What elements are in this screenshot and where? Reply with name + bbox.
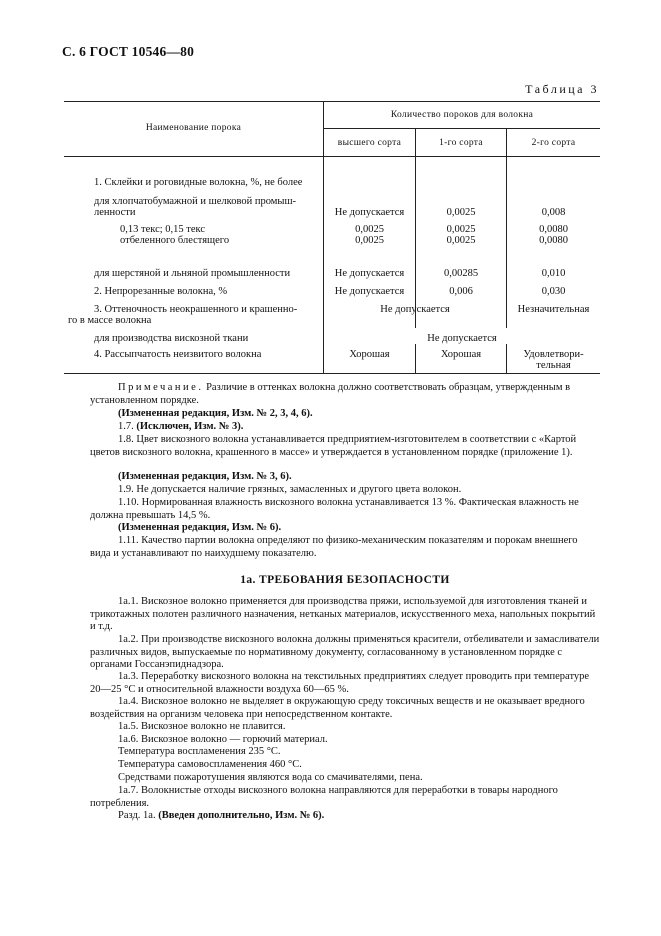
clause-1-10: 1.10. Нормированная влажность вискозного волокна устанавливается 13 %. Фактическая влажность не должна превышать 14,5 %. xyxy=(90,497,579,521)
value-cell: 0,030 xyxy=(541,286,566,297)
amendment-note: (Измененная редакция, Изм. № 3, 6). xyxy=(118,471,292,482)
row-looseness: 4. Рассыпчатость неизвитого волокна xyxy=(94,349,262,360)
value-cell: Хорошая xyxy=(349,349,390,360)
value-cell: 0,0025 xyxy=(355,235,384,246)
value-cell: Хорошая xyxy=(440,349,482,360)
header-defect-count: Количество пороков для волокна xyxy=(390,110,534,120)
row-wool-linen: для шерстяной и льняной промышленности xyxy=(94,268,291,279)
section-amendment xyxy=(90,810,600,823)
value-cell: 0,0025 xyxy=(446,224,476,235)
value-cell: Удовлетвори- xyxy=(523,349,584,360)
self-ignition-temperature: Температура самовоспламенения 460 °С. xyxy=(118,759,302,770)
value-cell: тельная xyxy=(536,360,571,371)
section-ref: Разд. 1а. xyxy=(118,810,159,821)
row-glue-fibres: 1. Склейки и роговидные волокна, %, не более xyxy=(94,177,303,188)
header-divider xyxy=(323,128,600,129)
clause-1-11: 1.11. Качество партии волокна определяют по физико-механическим показателям и порокам внешнего вида и устанавливают по наихудшему показателю. xyxy=(90,535,578,559)
header-grade-2: 2-го сорта xyxy=(531,138,576,148)
value-cell: Не допускается xyxy=(334,286,405,297)
clause-1a-6: 1а.6. Вискозное волокно — горючий материал. xyxy=(118,734,328,745)
value-cell: 0,008 xyxy=(541,207,566,218)
value-cell: Незначительная xyxy=(517,304,590,315)
row-cotton-silk: для хлопчатобумажной и шелковой промыш- xyxy=(94,196,297,207)
value-cell: 0,0025 xyxy=(355,224,384,235)
extinguishing-means: Средствами пожаротушения являются вода со смачивателями, пена. xyxy=(118,772,423,783)
table-bottom-border xyxy=(64,373,600,374)
row-shade: 3. Оттеночность неокрашенного и крашенно- xyxy=(94,304,298,315)
clause-1-7 xyxy=(90,421,600,434)
note-label: Примечание. xyxy=(118,382,204,393)
row-viscose-fabric: для производства вискозной ткани xyxy=(94,333,249,344)
row-uncut-fibres: 2. Непрорезанные волокна, % xyxy=(94,286,228,297)
value-cell: Не допускается xyxy=(334,268,405,279)
value-cell: 0,00285 xyxy=(443,268,479,279)
table-top-border xyxy=(64,101,600,102)
header-defect-name: Наименование порока xyxy=(145,123,242,133)
value-cell: Не допускается xyxy=(334,207,405,218)
clause-1a-2: 1а.2. При производстве вискозного волокна должны применяться красители, отбеливатели и замасливатели различных видов, выпускаемые по нормативному документу, согласованному в установленном порядке с органами Госсанэпиднадзора. xyxy=(90,634,600,670)
clause-1-8: 1.8. Цвет вискозного волокна устанавливается предприятием-изготовителем в соответствии с «Картой цветов вискозного волокна, крашенного в массе» и утверждается в установленном порядке (приложение 1). xyxy=(90,434,577,458)
row-bleached-glossy: отбеленного блестящего xyxy=(120,235,230,246)
page-header: С. 6 ГОСТ 10546—80 xyxy=(62,44,195,59)
value-cell: 0,010 xyxy=(541,268,566,279)
header-bottom-border xyxy=(64,156,600,157)
clause-1a-5: 1а.5. Вискозное волокно не плавится. xyxy=(118,721,286,732)
row-tex: 0,13 текс; 0,15 текс xyxy=(120,224,206,235)
section-title: 1а. ТРЕБОВАНИЯ БЕЗОПАСНОСТИ xyxy=(240,574,450,586)
ignition-temperature: Температура воспламенения 235 °С. xyxy=(118,746,281,757)
value-cell: Не допускается xyxy=(427,333,497,344)
clause-number: 1.7. xyxy=(118,421,137,432)
clause-excluded: (Исключен, Изм. № 3). xyxy=(136,421,244,432)
amendment-note: (Измененная редакция, Изм. № 6). xyxy=(118,522,282,533)
value-cell: 0,0025 xyxy=(446,235,476,246)
section-introduced: (Введен дополнительно, Изм. № 6). xyxy=(158,810,325,821)
table-caption: Таблица 3 xyxy=(525,82,599,96)
value-cell: 0,0080 xyxy=(539,224,568,235)
value-cell: Не допускается xyxy=(380,304,450,315)
value-cell: 0,006 xyxy=(449,286,473,297)
clause-1a-7: 1а.7. Волокнистые отходы вискозного волокна направляются для переработки в товары народного потребления. xyxy=(90,785,558,809)
clause-1a-1: 1а.1. Вискозное волокно применяется для производства пряжи, используемой для изготовления тканей и трикотажных полотен различного назначения, нетканых материалов, искусственного меха, напольных покрытий и т.д. xyxy=(90,596,596,632)
value-cell: 0,0080 xyxy=(539,235,568,246)
header-grade-top: высшего сорта xyxy=(337,138,402,148)
clause-1a-4: 1а.4. Вискозное волокно не выделяет в окружающую среду токсичных веществ и не оказывает вредного воздействия на организм человека при непосредственном контакте. xyxy=(90,696,585,720)
table-note xyxy=(90,382,600,407)
row-cotton-silk-cont: ленности xyxy=(94,207,136,218)
header-grade-1: 1-го сорта xyxy=(439,138,483,148)
amendment-note: (Измененная редакция, Изм. № 2, 3, 4, 6). xyxy=(118,408,313,419)
clause-1-9: 1.9. Не допускается наличие грязных, замасленных и другого цвета волокон. xyxy=(118,484,462,495)
clause-1a-3: 1а.3. Переработку вискозного волокна на текстильных предприятиях следует проводить при температуре 20—25 °С и относительной влажности воздуха 60—65 %. xyxy=(90,671,590,695)
row-shade-cont: го в массе волокна xyxy=(68,315,152,326)
value-cell: 0,0025 xyxy=(446,207,476,218)
note-text: Различие в оттенках волокна должно соответствовать образцам, утвержденным в установленном порядке. xyxy=(90,382,571,406)
